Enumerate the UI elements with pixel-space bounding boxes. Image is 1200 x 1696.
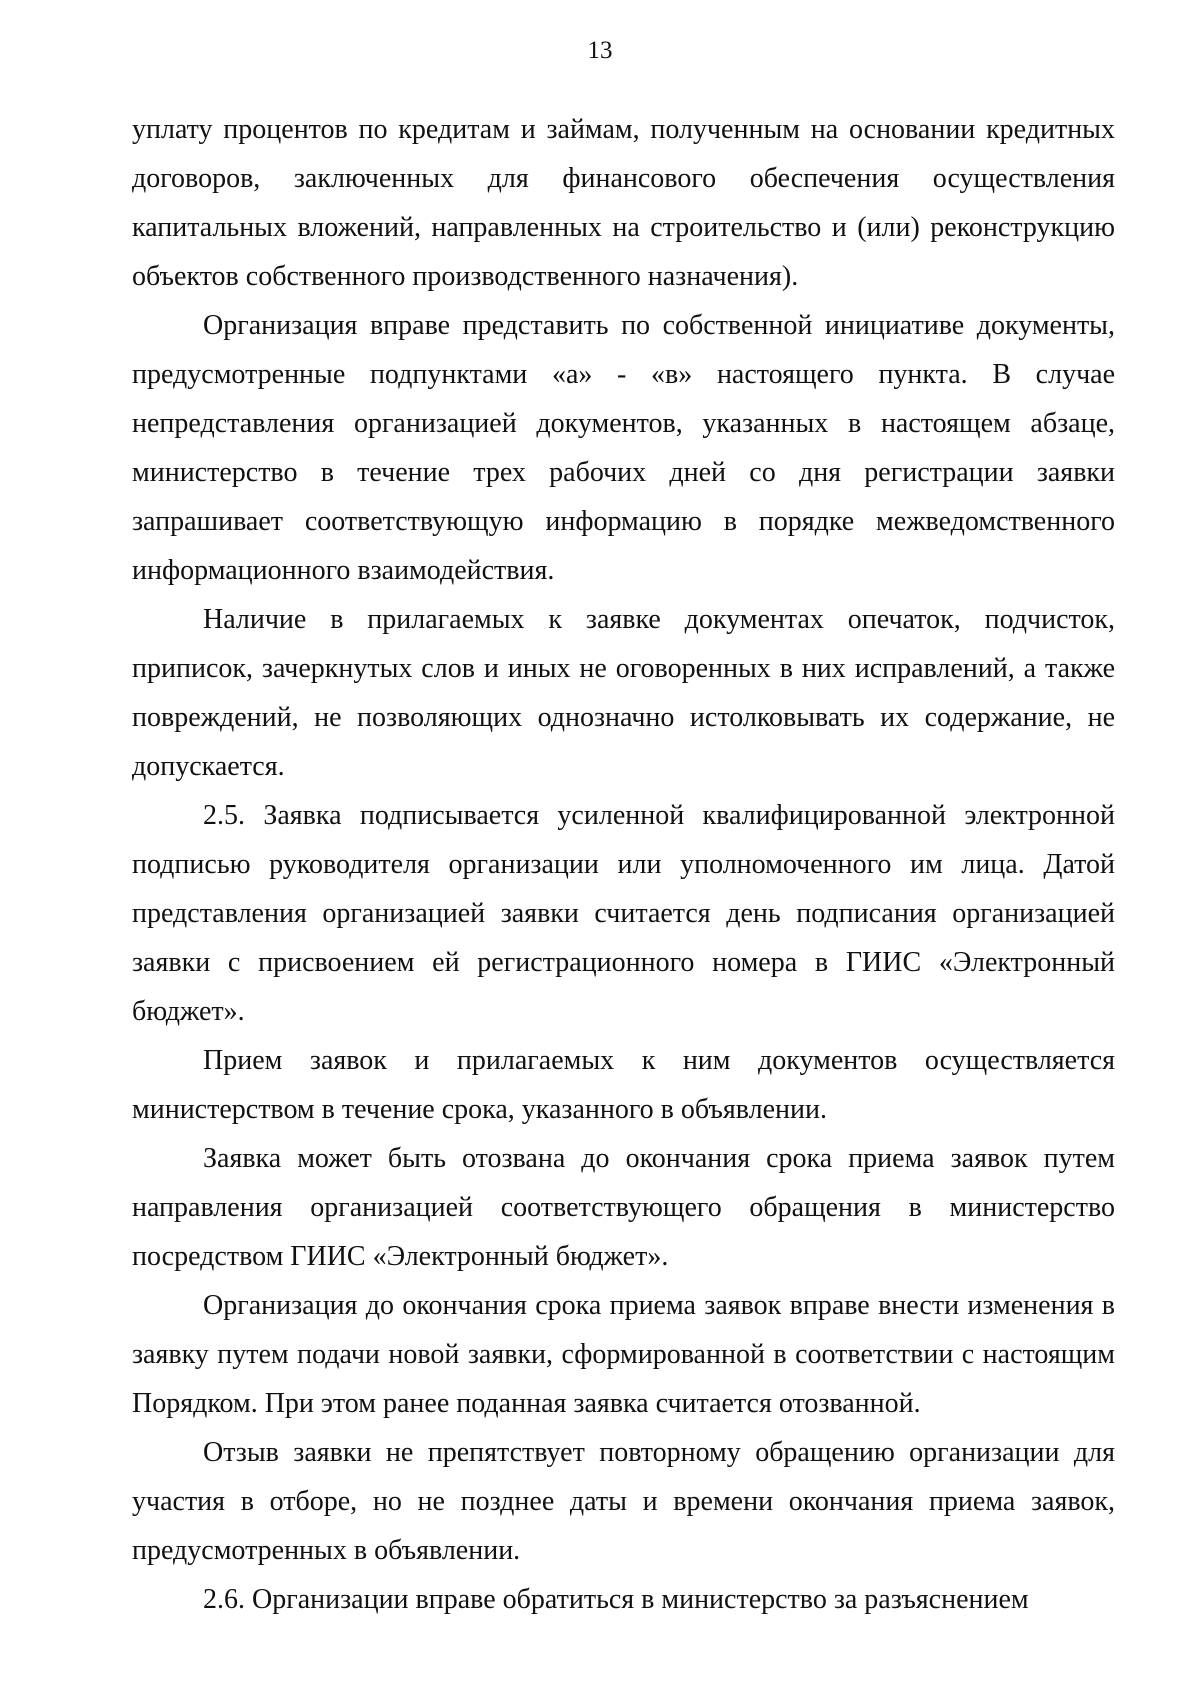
paragraph-continuation: уплату процентов по кредитам и займам, полученным на основании кредитных договоров, заключенных для финансового обеспечения осуществления капитальных вложений, направленных на строительство и (или) реконструкцию объектов собственного производственного назначения). (132, 114, 1115, 292)
paragraph-repeat-application: Отзыв заявки не препятствует повторному обращению организации для участия в отборе, но не позднее даты и времени окончания приема заявок, предусмотренных в объявлении. (132, 1437, 1115, 1566)
paragraph-2-5-signature: 2.5. Заявка подписывается усиленной квалифицированной электронной подписью руководителя организации или уполномоченного им лица. Датой представления организацией заявки считается день подписания организацией заявки с присвоением ей регистрационного номера в ГИИС «Электронный бюджет». (132, 800, 1115, 1027)
page-number: 13 (587, 37, 613, 64)
paragraph-application-withdrawal: Заявка может быть отозвана до окончания срока приема заявок путем направления организацией соответствующего обращения в министерство посредством ГИИС «Электронный бюджет». (132, 1143, 1115, 1272)
paragraph-application-receipt: Прием заявок и прилагаемых к ним документов осуществляется министерством в течение срока, указанного в объявлении. (132, 1045, 1115, 1125)
document-body (132, 105, 1115, 1624)
paragraph-corrections-prohibited: Наличие в прилагаемых к заявке документах опечаток, подчисток, приписок, зачеркнутых слов и иных не оговоренных в них исправлений, а также повреждений, не позволяющих однозначно истолковывать их содержание, не допускается. (132, 604, 1115, 782)
paragraph-documents-initiative: Организация вправе представить по собственной инициативе документы, предусмотренные подпунктами «а» - «в» настоящего пункта. В случае непредставления организацией документов, указанных в настоящем абзаце, министерство в течение трех рабочих дней со дня регистрации заявки запрашивает соответствующую информацию в порядке межведомственного информационного взаимодействия. (132, 310, 1115, 586)
paragraph-application-changes: Организация до окончания срока приема заявок вправе внести изменения в заявку путем подачи новой заявки, сформированной в соответствии с настоящим Порядком. При этом ранее поданная заявка считается отозванной. (132, 1290, 1115, 1419)
paragraph-2-6-clarification: 2.6. Организации вправе обратиться в министерство за разъяснением (203, 1584, 1029, 1615)
